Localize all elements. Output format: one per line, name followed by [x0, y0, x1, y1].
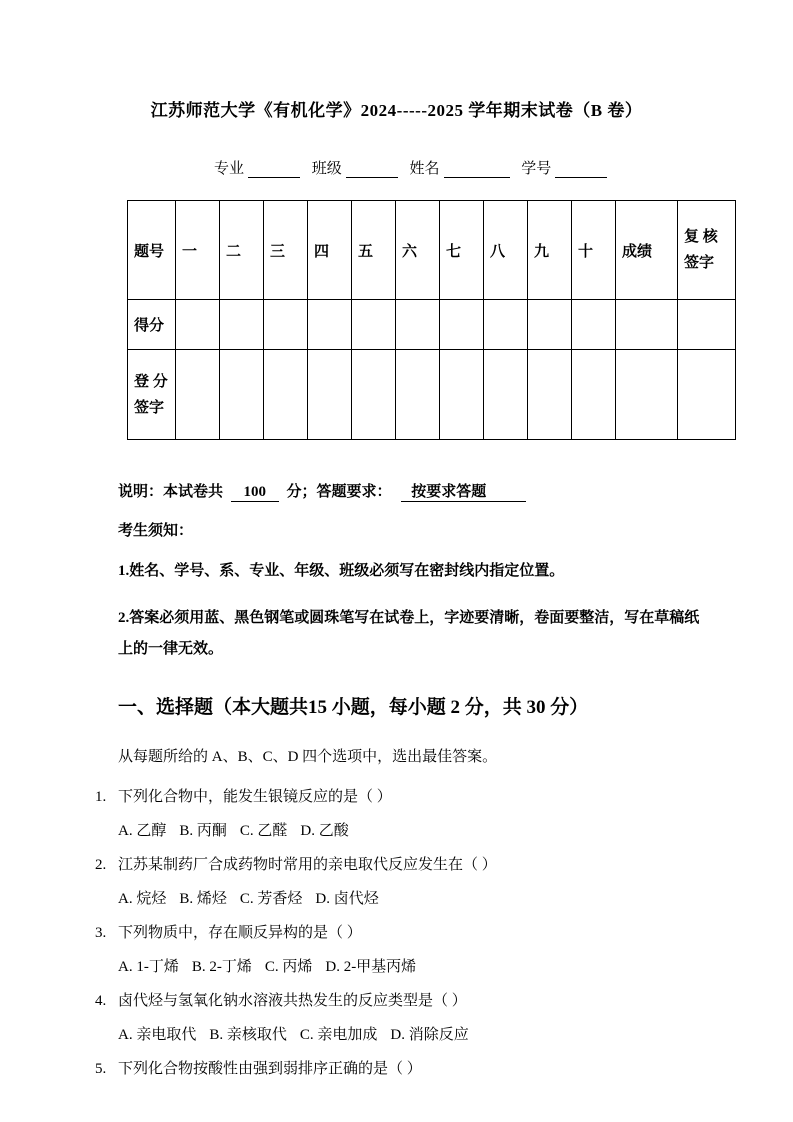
- question-number: 5.: [95, 1061, 107, 1077]
- question-2: [95, 848, 793, 916]
- score-cell: [220, 300, 264, 350]
- question-text: 下列物质中，存在顺反异构的是（ ）: [118, 925, 362, 941]
- question-number: 4.: [95, 993, 107, 1009]
- option-b: B. 2-丁烯: [191, 959, 252, 975]
- question-options: [118, 814, 793, 848]
- sign-cell: [528, 350, 572, 440]
- option-a: A. 乙醇: [118, 823, 167, 839]
- score-table-sign-row: [128, 350, 736, 440]
- option-c: C. 丙烯: [264, 959, 313, 975]
- sign-cell: [176, 350, 220, 440]
- score-cell: [440, 300, 484, 350]
- question-4: [95, 984, 793, 1052]
- score-cell: [308, 300, 352, 350]
- question-options: [118, 1018, 793, 1052]
- notice-title: 考生须知：: [118, 523, 194, 539]
- blank-line-name: [444, 162, 510, 178]
- student-info-line: [214, 157, 793, 178]
- col-header-5: 五: [352, 201, 396, 300]
- score-cell: [572, 300, 616, 350]
- col-header-10: 十: [572, 201, 616, 300]
- total-score-value: 100: [231, 484, 279, 502]
- question-text: 江苏某制药厂合成药物时常用的亲电取代反应发生在（ ）: [118, 857, 497, 873]
- corner-cell: 题号: [128, 201, 176, 300]
- score-table: [127, 200, 736, 440]
- section-title: 一、选择题（本大题共15 小题，每小题 2 分，共 30 分）: [118, 697, 589, 718]
- option-d: D. 卤代烃: [315, 891, 379, 907]
- option-a: A. 1-丁烯: [118, 959, 179, 975]
- col-header-1: 一: [176, 201, 220, 300]
- score-cell: [616, 300, 678, 350]
- notice-item-2: 2.答案必须用蓝、黑色钢笔或圆珠笔写在试卷上，字迹要清晰，卷面要整洁，写在草稿纸上的一律无效。: [118, 610, 700, 657]
- question-text: 卤代烃与氢氧化钠水溶液共热发生的反应类型是（ ）: [118, 993, 467, 1009]
- field-label-major: 专业: [214, 161, 245, 177]
- blank-line-student-id: [555, 162, 607, 178]
- section-intro: 从每题所给的 A、B、C、D 四个选项中，选出最佳答案。: [118, 749, 498, 765]
- score-cell: [678, 300, 736, 350]
- sign-cell: [616, 350, 678, 440]
- sign-cell: [572, 350, 616, 440]
- col-header-6: 六: [396, 201, 440, 300]
- sign-cell: [678, 350, 736, 440]
- sign-cell: [440, 350, 484, 440]
- question-number: 1.: [95, 789, 107, 805]
- col-header-2: 二: [220, 201, 264, 300]
- option-d: D. 2-甲基丙烯: [325, 959, 417, 975]
- score-cell: [528, 300, 572, 350]
- col-header-review-sign: [678, 201, 736, 300]
- option-b: B. 丙酮: [179, 823, 227, 839]
- question-line: [95, 780, 793, 814]
- sign-cell: [220, 350, 264, 440]
- col-header-7: 七: [440, 201, 484, 300]
- option-a: A. 烷烃: [118, 891, 167, 907]
- question-5: [95, 1052, 793, 1086]
- field-label-student-id: 学号: [521, 161, 552, 177]
- notice-item-1: 1.姓名、学号、系、专业、年级、班级必须写在密封线内指定位置。: [118, 563, 565, 579]
- sign-cell: [352, 350, 396, 440]
- option-c: C. 亲电加成: [299, 1027, 378, 1043]
- option-b: B. 亲核取代: [209, 1027, 287, 1043]
- score-cell: [176, 300, 220, 350]
- question-3: [95, 916, 793, 984]
- question-number: 3.: [95, 925, 107, 941]
- row-label-score: 得分: [128, 300, 176, 350]
- score-cell: [264, 300, 308, 350]
- question-number: 2.: [95, 857, 107, 873]
- question-list: [95, 780, 793, 1086]
- option-c: C. 乙醛: [239, 823, 288, 839]
- score-table-header-row: [128, 201, 736, 300]
- question-text: 下列化合物按酸性由强到弱排序正确的是（ ）: [118, 1061, 422, 1077]
- question-options: [118, 882, 793, 916]
- blank-line-class: [346, 162, 398, 178]
- score-cell: [352, 300, 396, 350]
- question-line: [95, 916, 793, 950]
- question-options: [118, 950, 793, 984]
- review-sign-line2: 签字: [684, 255, 715, 271]
- option-c: C. 芳香烃: [239, 891, 303, 907]
- register-sign-line2: 签字: [134, 399, 165, 416]
- score-cell: [396, 300, 440, 350]
- col-header-9: 九: [528, 201, 572, 300]
- register-sign-line1: 登 分: [134, 373, 168, 390]
- answer-requirement-value: 按要求答题: [401, 480, 526, 502]
- blank-line-major: [248, 162, 300, 178]
- option-a: A. 亲电取代: [118, 1027, 197, 1043]
- sign-cell: [264, 350, 308, 440]
- question-line: [95, 984, 793, 1018]
- col-header-3: 三: [264, 201, 308, 300]
- col-header-8: 八: [484, 201, 528, 300]
- option-b: B. 烯烃: [179, 891, 227, 907]
- question-line: [95, 848, 793, 882]
- sign-cell: [308, 350, 352, 440]
- exam-note-line: [118, 480, 743, 502]
- question-line: [95, 1052, 793, 1086]
- page-title: 江苏师范大学《有机化学》2024-----2025 学年期末试卷（B 卷）: [150, 101, 643, 120]
- note-middle: 分；答题要求：: [286, 484, 392, 500]
- score-table-score-row: [128, 300, 736, 350]
- option-d: D. 消除反应: [390, 1027, 469, 1043]
- field-label-class: 班级: [311, 161, 342, 177]
- sign-cell: [396, 350, 440, 440]
- col-header-4: 四: [308, 201, 352, 300]
- field-label-name: 姓名: [409, 161, 440, 177]
- question-text: 下列化合物中，能发生银镜反应的是（ ）: [118, 789, 392, 805]
- question-1: [95, 780, 793, 848]
- score-cell: [484, 300, 528, 350]
- row-label-register-sign: [128, 350, 176, 440]
- col-header-total-score: 成绩: [616, 201, 678, 300]
- sign-cell: [484, 350, 528, 440]
- note-prefix: 说明：本试卷共: [118, 484, 224, 500]
- review-sign-line1: 复 核: [684, 229, 718, 245]
- option-d: D. 乙酸: [300, 823, 349, 839]
